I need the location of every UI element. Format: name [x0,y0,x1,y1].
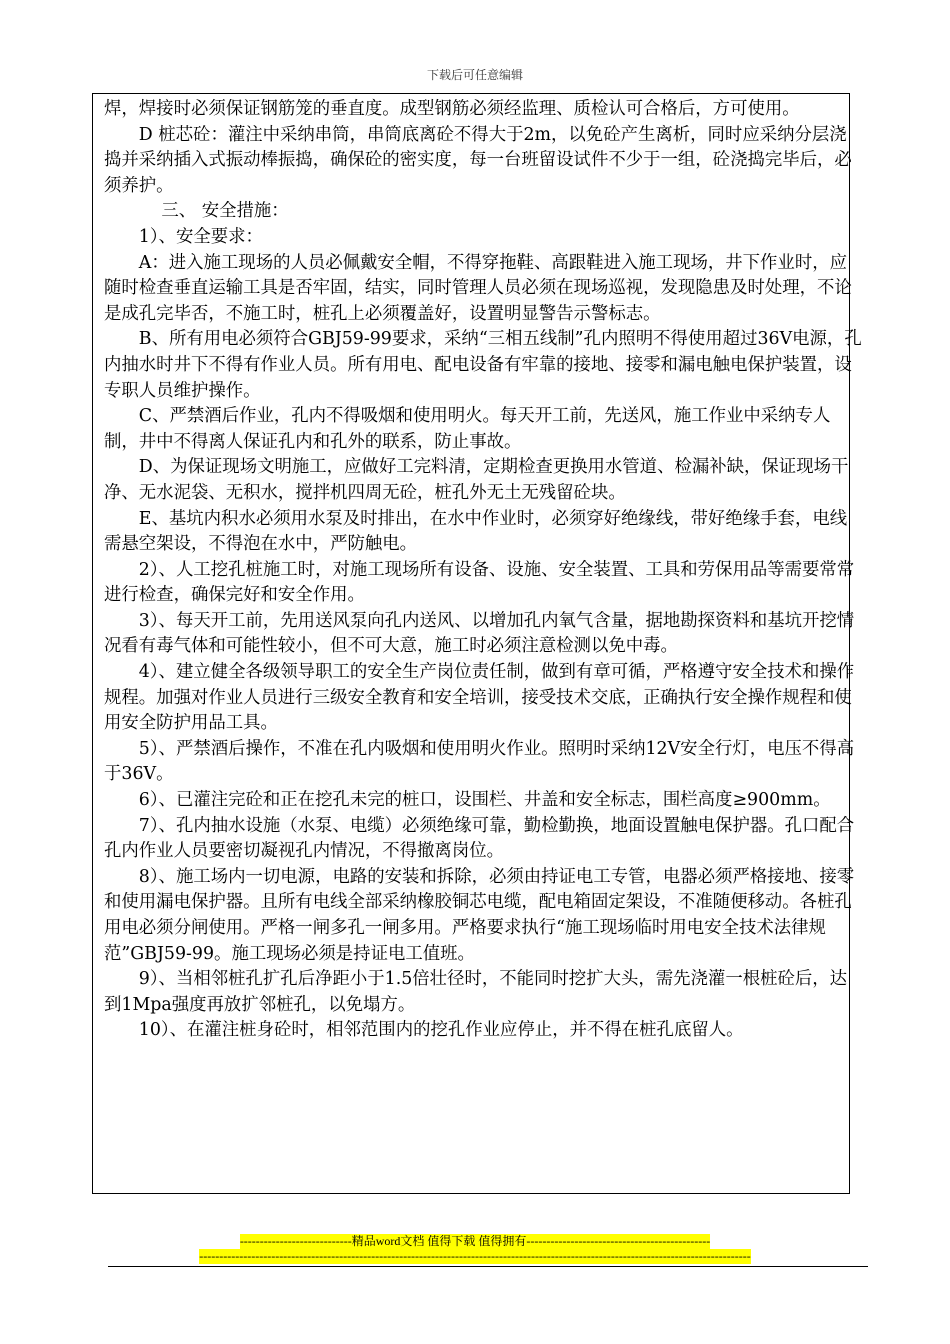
paragraph: 三、 安全措施： [161,201,289,222]
paragraph: C、严禁酒后作业，孔内不得吸烟和使用明火。每天开工前，先送风，施工作业中采纳专人制，井中不得离人保证孔内和孔外的联系，防止事故。 [104,406,831,452]
paragraph: 焊，焊接时必须保证钢筋笼的垂直度。成型钢筋必须经监理、质检认可合格后，方可使用。 [104,99,800,119]
paragraph: 2）、人工挖孔桩施工时，对施工现场所有设备、设施、安全装置、工具和劳保用品等需要常常进行检查，确保完好和安全作用。 [104,559,855,606]
page-header: 下载后可任意编辑 [426,68,523,82]
paragraph: 9）、当相邻桩孔扩孔后净距小于1.5倍壮径时，不能同时挖扩大头，需先浇灌一根桩砼后，达到1Mpa强度再放扩邻桩孔，以免塌方。 [104,969,848,1015]
footer-line-2 [0,1245,950,1264]
paragraph: 10）、在灌注桩身砼时，相邻范围内的挖孔作业应停止，并不得在桩孔底留人。 [138,1020,744,1041]
paragraph: A：进入施工现场的人员必佩戴安全帽，不得穿拖鞋、高跟鞋进入施工现场，井下作业时，应随时检查垂直运输工具是否牢固，结实，同时管理人员必须在现场巡视，发现隐患及时处理，不论是成孔完毕否，不施工时，桩孔上必须覆盖好，设置明显警告示警标志。 [104,252,852,324]
footer-banner: ----------------------------精品word文档 值得下载 值得拥有---------------------------------------------- [239,1234,711,1248]
paragraph: D 桩芯砼：灌注中采纳串筒，串筒底离砼不得大于2m，以免砼产生离析，同时应采纳分层浇捣并采纳插入式振动棒振捣，确保砼的密实度，每一台班留设试件不少于一组，砼浇捣完毕后，必须养护。 [104,124,852,196]
paragraph: 3）、每天开工前，先用送风泵向孔内送风、以增加孔内氧气含量，据地勘探资料和基坑开挖情况看有毒气体和可能性较小，但不可大意，施工时必须注意检测以免中毒。 [104,610,855,657]
document-body [104,97,864,1044]
paragraph: 8）、施工场内一切电源，电路的安装和拆除，必须由持证电工专管，电器必须严格接地、接零和使用漏电保护器。且所有电线全部采纳橡胶铜芯电缆，配电箱固定架设，不准随便移动。各桩孔用电必须分闸使用。严格一闸多孔一闸多用。严格要求执行“施工现场临时用电安全技术法律规范”GBJ59-99。施工现场必须是持证电工值班。 [104,866,855,964]
paragraph: B、所有用电必须符合GBJ59-99要求，采纳“三相五线制”孔内照明不得使用超过36V电源，孔内抽水时井下不得有作业人员。所有用电、配电设备有牢靠的接地、接零和漏电触电保护装置，设专职人员维护操作。 [104,329,862,401]
paragraph: 6）、已灌注完砼和正在挖孔未完的桩口，设围栏、井盖和安全标志，围栏高度≥900mm。 [138,790,831,811]
footer-dashes: ------------------------------------------------------------------------------------------------------------------------------------------ [199,1249,751,1263]
paragraph: 1）、安全要求： [138,226,263,247]
paragraph: 5）、严禁酒后操作，不准在孔内吸烟和使用明火作业。照明时采纳12V安全行灯，电压不得高于36V。 [104,738,855,785]
paragraph: 7）、孔内抽水设施（水泵、电缆）必须绝缘可靠，勤检勤换，地面设置触电保护器。孔口配合孔内作业人员要密切凝视孔内情况，不得撤离岗位。 [104,815,855,862]
footer-rule [108,1266,868,1267]
paragraph: 4）、建立健全各级领导职工的安全生产岗位责任制，做到有章可循，严格遵守安全技术和操作规程。加强对作业人员进行三级安全教育和安全培训，接受技术交底，正确执行安全操作规程和使用安全防护用品工具。 [104,662,855,734]
paragraph: E、基坑内积水必须用水泵及时排出，在水中作业时，必须穿好绝缘线，带好绝缘手套，电线需悬空架设，不得泡在水中，严防触电。 [104,508,848,555]
paragraph: D、为保证现场文明施工，应做好工完料清，定期检查更换用水管道、检漏补缺，保证现场干净、无水泥袋、无积水，搅拌机四周无砼，桩孔外无土无残留砼块。 [104,457,849,503]
